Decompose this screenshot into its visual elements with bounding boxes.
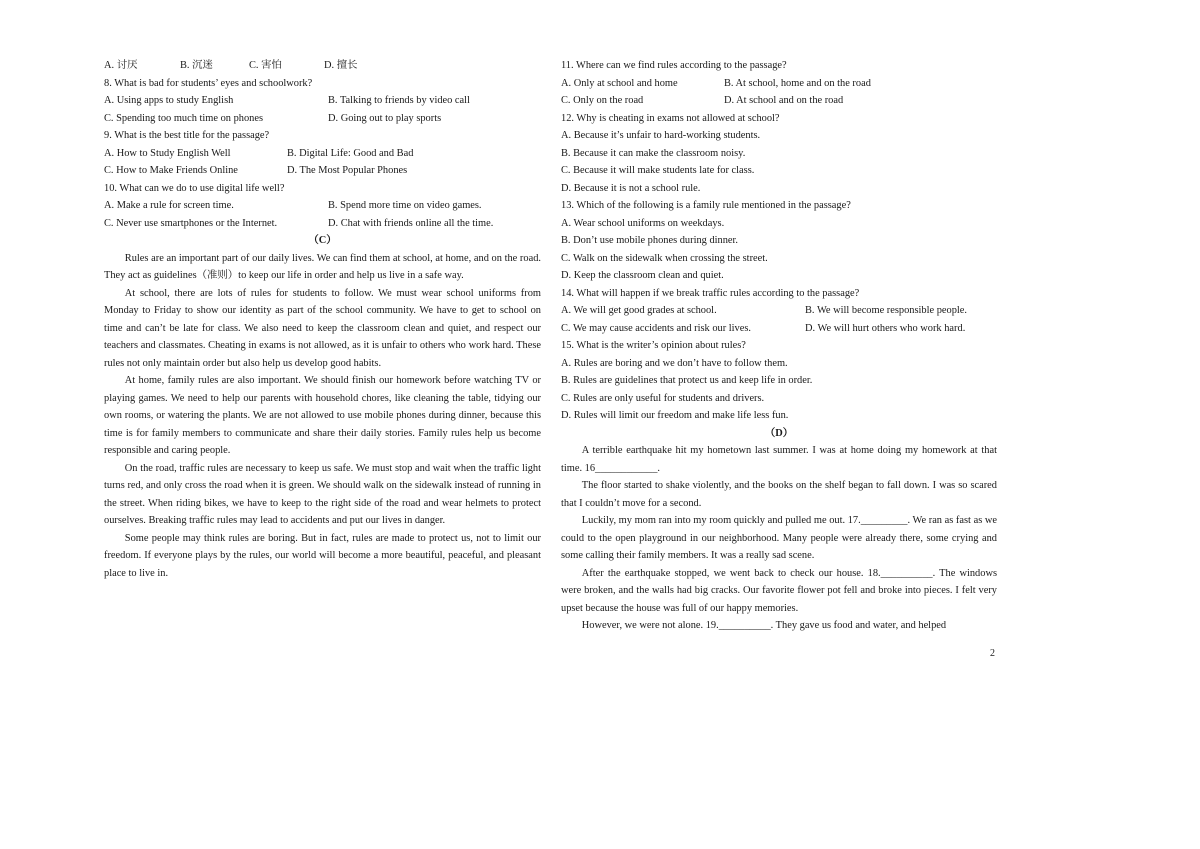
section-c-heading: （C） [308, 235, 337, 246]
q12-option-c: C. Because it will make students late for class. [561, 165, 755, 176]
passage-c-paragraph-3: At home, family rules are also important. We should finish our homework before watching TV or playing games. We need to help our parents with household chores, like cleaning the table, tidying our own rooms, or watering the plants. We are not allowed to use mobile phones during dinner, because this time is for family members to communicate and share their daily stories. Family rules help us become responsible and caring people. [104, 375, 541, 456]
q11-option-c: C. Only on the road [561, 95, 644, 106]
left-column [104, 57, 541, 582]
passage-c-paragraph-1: Rules are an important part of our daily lives. We can find them at school, at home, and on the road. They act as guidelines（准则）to keep our life in order and help us live in a safe way. [104, 252, 541, 281]
passage-d-paragraph-4: After the earthquake stopped, we went back to check our house. 18.__________. The windows were broken, and the walls had big cracks. Our favorite flower pot fell and broke into pieces. I felt very upset because the house was full of our happy memories. [561, 567, 997, 614]
q7-option-a: A. 讨厌 [104, 60, 138, 71]
q10-options-row1 [104, 197, 541, 215]
q15-option-d: D. Rules will limit our freedom and make life less fun. [561, 410, 789, 421]
q14-options-row1 [561, 302, 997, 320]
q15-option-c: C. Rules are only useful for students and drivers. [561, 392, 765, 404]
q15-option-b: B. Rules are guidelines that protect us and keep life in order. [561, 375, 813, 386]
q11-options-row2 [561, 92, 997, 110]
passage-d-paragraph-3: Luckily, my mom ran into my room quickly and pulled me out. 17._________. We ran as fast as we could to the open playground in our neighborhood. Many people were already there, some crying and some calling their family members. It was a really sad scene. [561, 515, 997, 561]
q10-option-c: C. Never use smartphones or the Internet. [104, 217, 278, 229]
q12-option-a: A. Because it’s unfair to hard-working students. [561, 130, 761, 141]
q11-option-b: B. At school, home and on the road [724, 77, 871, 89]
q10-option-b: B. Spend more time on video games. [328, 200, 482, 211]
q12-option-b: B. Because it can make the classroom noisy. [561, 147, 746, 159]
q8-stem: 8. What is bad for students’ eyes and schoolwork? [104, 77, 313, 89]
q8-option-a: A. Using apps to study English [104, 95, 234, 106]
q14-stem: 14. What will happen if we break traffic rules according to the passage? [561, 287, 860, 299]
q13-option-b: B. Don’t use mobile phones during dinner. [561, 235, 739, 246]
q11-stem: 11. Where can we find rules according to the passage? [561, 60, 787, 71]
q9-option-a: A. How to Study English Well [104, 147, 231, 159]
passage-c-paragraph-2: At school, there are lots of rules for students to follow. We must wear school uniforms from Monday to Friday to show our identity as part of the school community. We have to get to school on time and can’t be late for class. We also need to keep the classroom clean and quiet, and respect our teachers and classmates. Cheating in exams is not allowed, as it is unfair to others who work hard. These rules not only maintain order but also help us develop good habits. [104, 287, 541, 369]
passage-c-paragraph-4: On the road, traffic rules are necessary to keep us safe. We must stop and wait when the traffic light turns red, and only cross the road when it is green. We should walk on the sidewalk instead of running in the street. When riding bikes, we have to keep to the right side of the road and wear helmets to protect ourselves. Breaking traffic rules may lead to accidents and put our lives in danger. [104, 462, 541, 526]
q11-options-row1 [561, 75, 997, 93]
q8-options-row1 [104, 92, 541, 110]
q8-option-b: B. Talking to friends by video call [328, 95, 470, 106]
q9-option-d: D. The Most Popular Phones [287, 165, 408, 176]
q14-option-a: A. We will get good grades at school. [561, 305, 717, 316]
q10-stem: 10. What can we do to use digital life well? [104, 182, 285, 194]
q10-option-d: D. Chat with friends online all the time. [328, 217, 494, 229]
q9-option-b: B. Digital Life: Good and Bad [287, 147, 414, 159]
q12-option-d: D. Because it is not a school rule. [561, 182, 701, 194]
q8-option-d: D. Going out to play sports [328, 112, 442, 124]
q9-stem: 9. What is the best title for the passage? [104, 130, 270, 141]
q10-option-a: A. Make a rule for screen time. [104, 200, 234, 211]
q15-option-a: A. Rules are boring and we don’t have to follow them. [561, 357, 788, 369]
q9-option-c: C. How to Make Friends Online [104, 165, 238, 176]
q14-option-b: B. We will become responsible people. [805, 305, 968, 316]
q11-option-a: A. Only at school and home [561, 77, 678, 89]
q8-option-c: C. Spending too much time on phones [104, 112, 264, 124]
q7-option-d: D. 擅长 [324, 60, 358, 71]
passage-d-paragraph-5: However, we were not alone. 19.__________. They gave us food and water, and helped [581, 620, 947, 631]
q13-option-d: D. Keep the classroom clean and quiet. [561, 270, 724, 281]
q9-options-row2 [104, 162, 541, 180]
q13-option-c: C. Walk on the sidewalk when crossing the street. [561, 252, 768, 264]
q13-stem: 13. Which of the following is a family rule mentioned in the passage? [561, 200, 851, 211]
q8-options-row2 [104, 110, 541, 128]
q12-stem: 12. Why is cheating in exams not allowed at school? [561, 112, 780, 124]
q10-options-row2 [104, 215, 541, 233]
right-column [561, 57, 997, 635]
q9-options-row1 [104, 145, 541, 163]
q7-options [104, 57, 541, 75]
q7-option-b: B. 沉迷 [180, 60, 213, 71]
page-number: 2 [990, 648, 995, 659]
passage-c-paragraph-5: Some people may think rules are boring. But in fact, rules are made to protect us, not to limit our freedom. If everyone plays by the rules, our world will become a more beautiful, peaceful, and pleasant place to live in. [104, 532, 541, 579]
q13-option-a: A. Wear school uniforms on weekdays. [561, 217, 725, 229]
q14-option-d: D. We will hurt others who work hard. [805, 322, 966, 334]
q7-option-c: C. 害怕 [249, 60, 282, 71]
q15-stem: 15. What is the writer’s opinion about rules? [561, 340, 746, 351]
q14-options-row2 [561, 320, 997, 338]
passage-d-paragraph-2: The floor started to shake violently, and the books on the shelf began to fall down. I was so scared that I couldn’t move for a second. [561, 480, 997, 509]
q11-option-d: D. At school and on the road [724, 95, 844, 106]
q14-option-c: C. We may cause accidents and risk our lives. [561, 322, 751, 334]
section-d-heading: （D） [764, 427, 794, 439]
passage-d-paragraph-1: A terrible earthquake hit my hometown last summer. I was at home doing my homework at that time. 16____________. [561, 445, 997, 474]
